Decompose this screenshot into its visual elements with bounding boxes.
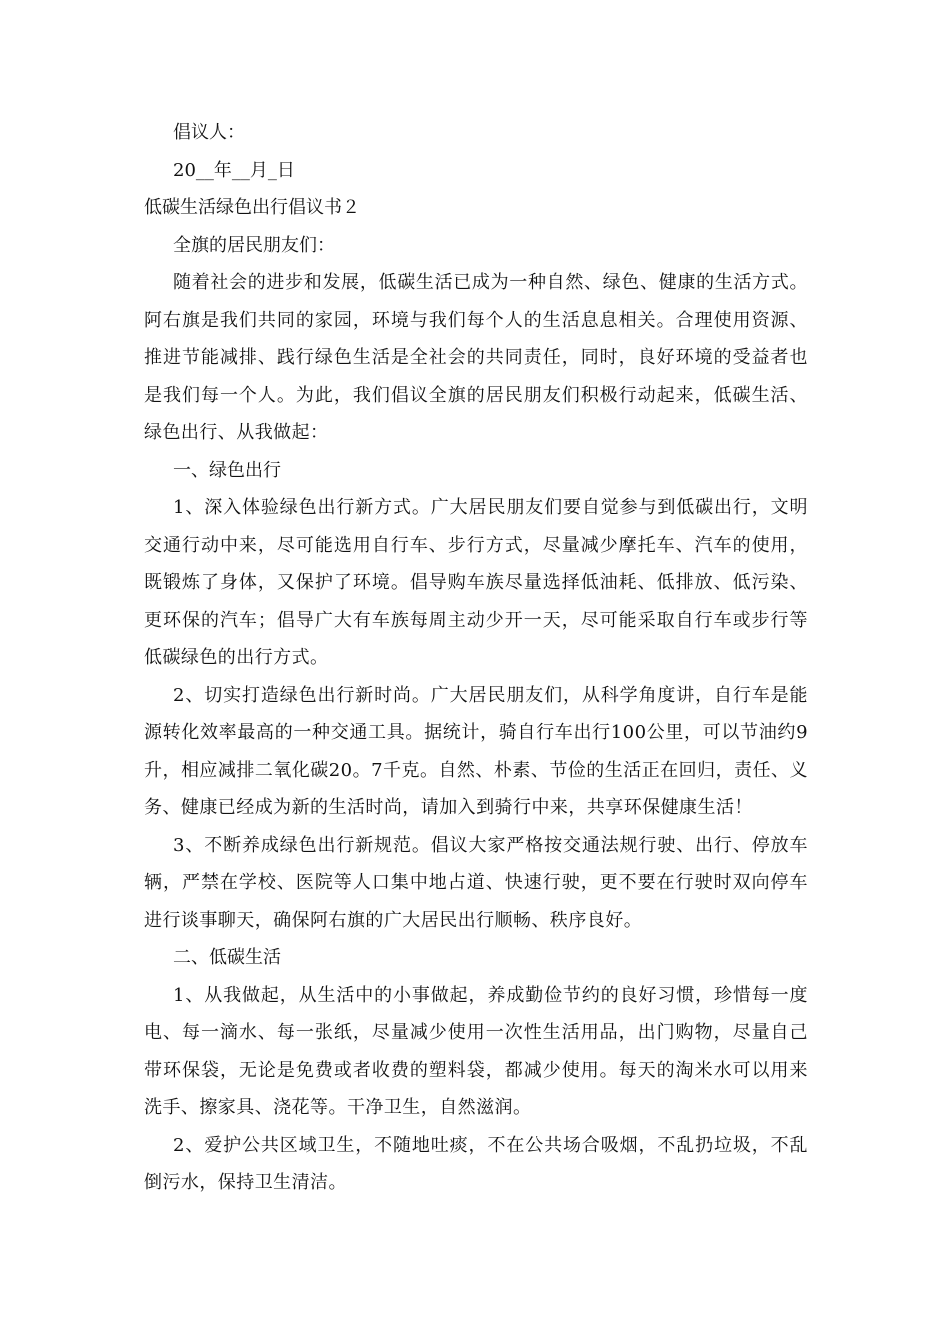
low-carbon-item-1: 1、从我做起，从生活中的小事做起，养成勤俭节约的良好习惯，珍惜每一度电、每一滴水、每一张纸，尽量减少使用一次性生活用品，出门购物，尽量自己带环保袋，无论是免费或者收费的塑料袋，都减少使用。每天的淘米水可以用来洗手、擦家具、浇花等。干净卫生，自然滋润。 bbox=[144, 984, 808, 1118]
intro-paragraph: 随着社会的进步和发展，低碳生活已成为一种自然、绿色、健康的生活方式。阿右旗是我们共同的家园，环境与我们每个人的生活息息相关。合理使用资源、推进节能减排、践行绿色生活是全社会的共同责任，同时，良好环境的受益者也是我们每一个人。为此，我们倡议全旗的居民朋友们积极行动起来，低碳生活、绿色出行、从我做起： bbox=[144, 272, 808, 443]
section-heading-green-travel: 一、绿色出行 bbox=[173, 459, 281, 481]
proposer-label: 倡议人： bbox=[173, 122, 245, 143]
document-title: 低碳生活绿色出行倡议书２ bbox=[144, 197, 360, 218]
section-heading-low-carbon-life: 二、低碳生活 bbox=[173, 947, 281, 968]
green-travel-item-1: 1、深入体验绿色出行新方式。广大居民朋友们要自觉参与到低碳出行，文明交通行动中来，尽可能选用自行车、步行方式，尽量减少摩托车、汽车的使用，既锻炼了身体，又保护了环境。倡导购车族尽量选择低油耗、低排放、低污染、更环保的汽车；倡导广大有车族每周主动少开一天，尽可能采取自行车或步行等低碳绿色的出行方式。 bbox=[144, 497, 808, 668]
green-travel-item-2: 2、切实打造绿色出行新时尚。广大居民朋友们，从科学角度讲，自行车是能源转化效率最高的一种交通工具。据统计，骑自行车出行100公里，可以节油约9升，相应减排二氧化碳20。7千克。自然、朴素、节俭的生活正在回归，责任、义务、健康已经成为新的生活时尚，请加入到骑行中来，共享环保健康生活！ bbox=[144, 684, 808, 818]
date-line: 20__年__月_日 bbox=[173, 159, 295, 181]
document-page bbox=[144, 114, 808, 1202]
salutation: 全旗的居民朋友们： bbox=[173, 234, 335, 256]
green-travel-item-3: 3、不断养成绿色出行新规范。倡议大家严格按交通法规行驶、出行、停放车辆，严禁在学校、医院等人口集中地占道、快速行驶，更不要在行驶时双向停车进行谈事聊天，确保阿右旗的广大居民出行顺畅、秩序良好。 bbox=[144, 834, 808, 931]
low-carbon-item-2: 2、爱护公共区域卫生，不随地吐痰，不在公共场合吸烟，不乱扔垃圾，不乱倒污水，保持卫生清洁。 bbox=[144, 1134, 808, 1193]
